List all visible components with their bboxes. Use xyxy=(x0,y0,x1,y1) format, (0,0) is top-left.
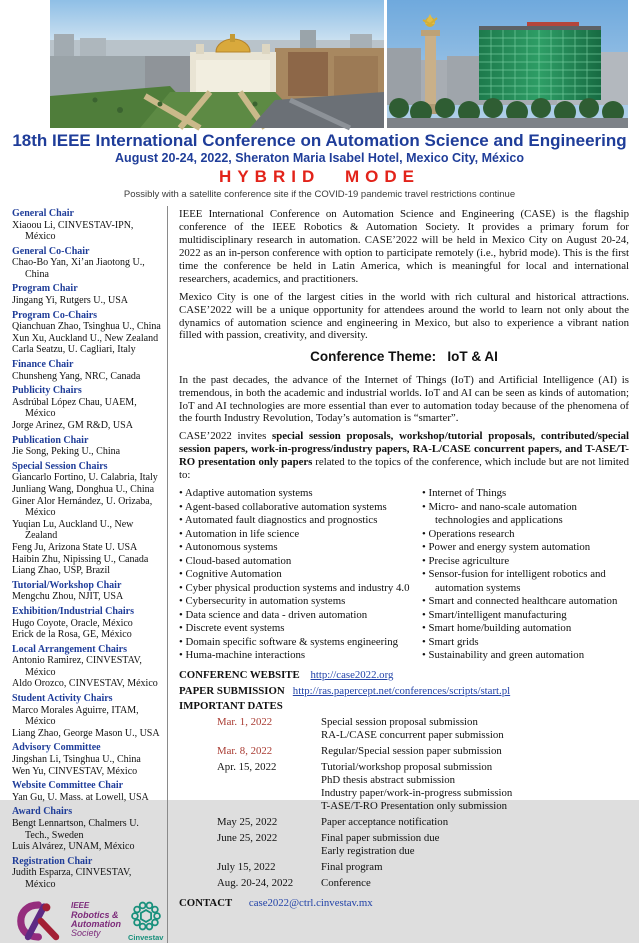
topic-item: • Smart home/building automation xyxy=(422,622,629,635)
header-photos xyxy=(0,0,639,128)
topic-item: • Micro- and nano-scale automation technologies and applications xyxy=(422,501,629,528)
committee-member: Xun Xu, Auckland U., New Zealand xyxy=(12,332,159,344)
ieee-ras-logo-text: IEEE Robotics & Automation Society xyxy=(71,901,121,939)
committee-sections xyxy=(12,208,161,891)
date-description: Final program xyxy=(321,860,383,873)
date-description: Special session proposal submission xyxy=(321,716,478,729)
website-link[interactable]: http://case2022.org xyxy=(310,668,394,681)
committee-member: Antonio Ramirez, CINVESTAV, México xyxy=(12,655,142,678)
committee-section xyxy=(12,310,161,356)
committee-section xyxy=(12,246,161,281)
topic-item: • Operations research xyxy=(422,528,629,541)
committee-section xyxy=(12,435,161,458)
committee-member: Jingang Yi, Rutgers U., USA xyxy=(12,295,129,307)
committee-section-heading: Award Chairs xyxy=(12,806,73,818)
committee-section-heading: Finance Chair xyxy=(12,359,74,371)
hybrid-mode-banner: HYBRID MODE xyxy=(219,167,420,187)
date-description: PhD thesis abstract submission xyxy=(321,774,456,787)
invite-suffix: related to the topics of the conference, which include but are not limited to: xyxy=(179,456,629,482)
topic-item: • Smart/intelligent manufacturing xyxy=(422,609,629,622)
committee-section xyxy=(12,580,161,603)
date-descriptions xyxy=(321,745,502,758)
main-column xyxy=(168,206,631,943)
topic-item: • Internet of Things xyxy=(422,487,629,500)
date-row xyxy=(217,716,629,742)
committee-member: Haibin Zhu, Nipissing U., Canada xyxy=(12,553,149,565)
committee-member: Chao-Bo Yan, Xi’an Jiaotong U., China xyxy=(12,257,145,280)
date-description: Conference xyxy=(321,876,371,889)
committee-section-heading: Program Chair xyxy=(12,283,78,295)
committee-member: Giner Alor Hernández, U. Orizaba, México xyxy=(12,495,153,519)
committee-section-heading: Program Co-Chairs xyxy=(12,309,98,321)
date-value: Apr. 15, 2022 xyxy=(217,761,277,774)
committee-section xyxy=(12,385,161,431)
committee-section-heading: Exhibition/Industrial Chairs xyxy=(12,605,134,617)
date-description: Final paper submission due xyxy=(321,832,440,845)
date-descriptions xyxy=(321,816,448,829)
contact-email-link[interactable]: case2022@ctrl.cinvestav.mx xyxy=(248,896,373,909)
conference-theme-heading: Conference Theme: IoT & AI xyxy=(310,349,498,365)
committee-member: Hugo Coyote, Oracle, México xyxy=(12,617,133,629)
topic-item: • Cognitive Automation xyxy=(179,568,414,581)
committee-member: Giancarlo Fortino, U. Calabria, Italy xyxy=(12,472,158,484)
committee-section-heading: Local Arrangement Chairs xyxy=(12,643,127,655)
intro-paragraph: IEEE International Conference on Automation Science and Engineering (CASE) is the flagship conference of the IEEE Robotics & Automation Society. It provides a primary forum for multidisciplinary research in automation. CASE’2022 will be held in Mexico City on August 20-24, 2022 as an in-person conference with option to participate remotely (i.e., hybrid mode). This is the first time the conference be held in Latin America, which is meaningful for local and international researchers, academics, and practitioners. xyxy=(179,207,629,285)
iot-ai-paragraph: In the past decades, the advance of the Internet of Things (IoT) and Artificial Intelligence (AI) is tremendous, in both the academic and industrial worlds. IoT and AI can be seen as kinds of automation; IoT and AI technologies are more essential than ever to automation today because of the phenomena of the fourth Industry Revolution, Today’s automation is “smarter”. xyxy=(179,373,629,425)
date-value: Mar. 1, 2022 xyxy=(217,716,273,729)
committee-section xyxy=(12,780,161,803)
committee-sidebar xyxy=(10,206,168,943)
date-description: T-ASE/T-RO Presentation only submission xyxy=(321,800,508,813)
topic-item: • Discrete event systems xyxy=(179,622,414,635)
sponsor-logos xyxy=(12,899,164,943)
topic-item: • Sensor-fusion for intelligent robotics and automation systems xyxy=(422,568,629,595)
cinvestav-logo-icon xyxy=(129,899,163,933)
topic-item: • Cloud-based automation xyxy=(179,555,414,568)
committee-member: Yan Gu, U. Mass. at Lowell, USA xyxy=(12,791,149,803)
committee-section xyxy=(12,208,161,243)
committee-section xyxy=(12,806,161,852)
topic-item: • Domain specific software & systems engineering xyxy=(179,636,414,649)
committee-member: Aldo Orozco, CINVESTAV, México xyxy=(12,678,158,690)
topic-item: • Sustainability and green automation xyxy=(422,649,629,662)
topic-item: • Automated fault diagnostics and prognostics xyxy=(179,514,414,527)
committee-member: Feng Ju, Arizona State U. USA xyxy=(12,541,138,553)
committee-section-heading: Publicity Chairs xyxy=(12,385,82,397)
date-value: May 25, 2022 xyxy=(217,816,278,829)
date-description: Regular/Special session paper submission xyxy=(321,745,502,758)
topic-item: • Adaptive automation systems xyxy=(179,487,414,500)
invite-prefix: CASE’2022 invites xyxy=(179,430,273,443)
date-row xyxy=(217,816,629,829)
paper-submission-row xyxy=(179,685,629,698)
photo-angel-independence-hotel xyxy=(387,0,628,128)
mexico-city-paragraph: Mexico City is one of the largest cities in the world with rich cultural and historical attractions. CASE’2022 will be a unique opportunity for attendees around the world to learn not only about the dynamics of automation science and engineering in Mexico, but also to experience a vibrant nation filled with passion, creativity, and diversity. xyxy=(179,290,629,342)
topics-left-column xyxy=(179,487,422,662)
committee-section xyxy=(12,283,161,306)
committee-section-heading: General Chair xyxy=(12,207,74,219)
important-dates-table xyxy=(217,716,629,889)
date-descriptions xyxy=(321,832,439,858)
committee-member: Marco Morales Aguirre, ITAM, México xyxy=(12,704,139,728)
date-row xyxy=(217,761,629,813)
committee-section-heading: Tutorial/Workshop Chair xyxy=(12,579,122,591)
topic-item: • Automation in life science xyxy=(179,528,414,541)
ieee-ras-logo-icon xyxy=(16,899,64,943)
topic-item: • Huma-machine interactions xyxy=(179,649,414,662)
date-descriptions xyxy=(321,877,371,890)
invite-bold: special session proposals, workshop/tutorial proposals, contributed/special session papers, work-in-progress/industry papers, RA-L/CASE concurrent papers, and T-ASE/T-RO presentation only papers xyxy=(179,430,629,469)
topics-lists xyxy=(179,487,629,662)
submission-link[interactable]: http://ras.papercept.net/conferences/scripts/start.pl xyxy=(292,684,511,697)
topics-right-column xyxy=(422,487,629,662)
committee-section xyxy=(12,742,161,777)
photo-bellas-artes-aerial xyxy=(50,0,384,128)
date-row xyxy=(217,745,629,758)
committee-member: Jingshan Li, Tsinghua U., China xyxy=(12,754,141,766)
committee-member: Judith Esparza, CINVESTAV, México xyxy=(12,867,132,890)
date-descriptions xyxy=(321,761,512,813)
committee-section-heading: Student Activity Chairs xyxy=(12,693,113,705)
cinvestav-logo: Cinvestav xyxy=(128,899,163,943)
covid-note: Possibly with a satellite conference site if the COVID-19 pandemic travel restrictions continue xyxy=(123,188,516,200)
date-value: June 25, 2022 xyxy=(217,832,278,845)
committee-member: Mengchu Zhou, NJIT, USA xyxy=(12,591,124,603)
committee-section xyxy=(12,461,161,577)
committee-member: Jorge Arinez, GM R&D, USA xyxy=(12,420,133,431)
committee-member: Carla Seatzu, U. Cagliari, Italy xyxy=(12,344,136,356)
committee-section xyxy=(12,693,161,739)
important-dates-heading: IMPORTANT DATES xyxy=(179,700,283,713)
date-row xyxy=(217,832,629,858)
topic-item: • Cyber physical production systems and industry 4.0 xyxy=(179,582,414,595)
topic-item: • Precise agriculture xyxy=(422,555,629,568)
topic-item: • Data science and data - driven automation xyxy=(179,609,414,622)
committee-section-heading: General Co-Chair xyxy=(12,245,90,257)
committee-member: Qianchuan Zhao, Tsinghua U., China xyxy=(12,321,161,333)
title-block xyxy=(0,128,639,201)
committee-member: Junliang Wang, Donghua U., China xyxy=(12,483,155,495)
topic-item: • Cybersecurity in automation systems xyxy=(179,595,414,608)
topic-item: • Autonomous systems xyxy=(179,541,414,554)
date-description: Early registration due xyxy=(321,844,415,857)
date-value: July 15, 2022 xyxy=(217,860,276,873)
committee-member: Wen Yu, CINVESTAV, México xyxy=(12,765,138,777)
contact-label: CONTACT xyxy=(179,896,233,909)
topic-item: • Smart grids xyxy=(422,636,629,649)
topic-item: • Agent-based collaborative automation systems xyxy=(179,501,414,514)
committee-member: Chunsheng Yang, NRC, Canada xyxy=(12,370,141,382)
committee-member: Yuqian Lu, Auckland U., New Zealand xyxy=(12,518,134,542)
committee-member: Liang Zhao, USP, Brazil xyxy=(12,565,111,577)
contact-row xyxy=(179,897,629,910)
date-description: RA-L/CASE concurrent paper submission xyxy=(321,729,504,742)
committee-section-heading: Special Session Chairs xyxy=(12,460,108,472)
page-title: 18th IEEE International Conference on Automation Science and Engineering xyxy=(12,131,627,150)
committee-member: Luis Alvárez, UNAM, México xyxy=(12,841,135,853)
date-row xyxy=(217,877,629,890)
committee-member: Bengt Lennartson, Chalmers U. Tech., Sweden xyxy=(12,818,139,841)
committee-section xyxy=(12,856,161,891)
committee-section-heading: Publication Chair xyxy=(12,434,89,446)
content-area xyxy=(0,201,639,943)
committee-member: Xiaoou Li, CINVESTAV-IPN, México xyxy=(12,219,134,243)
page-subtitle: August 20-24, 2022, Sheraton Maria Isabel Hotel, Mexico City, México xyxy=(115,150,524,165)
date-value: Mar. 8, 2022 xyxy=(217,745,273,758)
committee-member: Jie Song, Peking U., China xyxy=(12,446,121,458)
invitation-paragraph xyxy=(179,430,629,482)
committee-section xyxy=(12,359,161,382)
date-descriptions xyxy=(321,716,504,742)
committee-section xyxy=(12,606,161,641)
date-row xyxy=(217,861,629,874)
website-label: CONFERENC WEBSITE xyxy=(179,668,300,681)
committee-member: Liang Zhao, George Mason U., USA xyxy=(12,727,160,739)
committee-member: Asdrúbal López Chau, UAEM, México xyxy=(12,396,137,420)
date-description: Paper acceptance notification xyxy=(321,816,449,829)
date-description: Tutorial/workshop proposal submission xyxy=(321,761,493,774)
date-descriptions xyxy=(321,861,382,874)
committee-section-heading: Registration Chair xyxy=(12,855,93,867)
topic-item: • Smart and connected healthcare automation xyxy=(422,595,629,608)
committee-member: Erick de la Rosa, GE, México xyxy=(12,629,132,641)
submission-label: PAPER SUBMISSION xyxy=(179,684,285,697)
committee-section-heading: Advisory Committee xyxy=(12,742,101,754)
topic-item: • Power and energy system automation xyxy=(422,541,629,554)
committee-section-heading: Website Committee Chair xyxy=(12,780,124,792)
conference-website-row xyxy=(179,669,629,682)
committee-section xyxy=(12,644,161,690)
date-value: Aug. 20-24, 2022 xyxy=(217,876,294,889)
date-description: Industry paper/work-in-progress submission xyxy=(321,787,513,800)
